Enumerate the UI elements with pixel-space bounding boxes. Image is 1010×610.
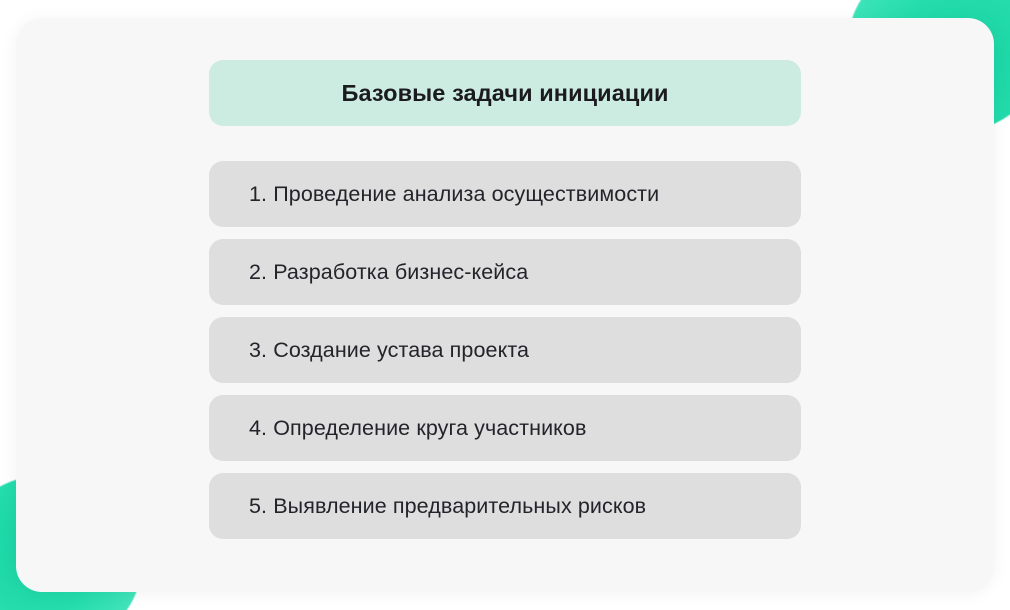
page-title: Базовые задачи инициации (341, 79, 669, 106)
list-item[interactable] (209, 161, 801, 227)
list-item-label: 1. Проведение анализа осуществимости (249, 181, 660, 206)
list-item-label: 4. Определение круга участников (249, 415, 587, 440)
list-item[interactable] (209, 239, 801, 305)
task-list (209, 161, 801, 551)
slide-title-bar (209, 60, 801, 126)
list-item[interactable] (209, 473, 801, 539)
list-item[interactable] (209, 395, 801, 461)
list-item-label: 5. Выявление предварительных рисков (249, 493, 647, 518)
list-item[interactable] (209, 317, 801, 383)
slide-card (16, 18, 994, 592)
slide-content (16, 18, 994, 592)
list-item-label: 3. Создание устава проекта (249, 337, 530, 362)
list-item-label: 2. Разработка бизнес-кейса (249, 259, 529, 284)
